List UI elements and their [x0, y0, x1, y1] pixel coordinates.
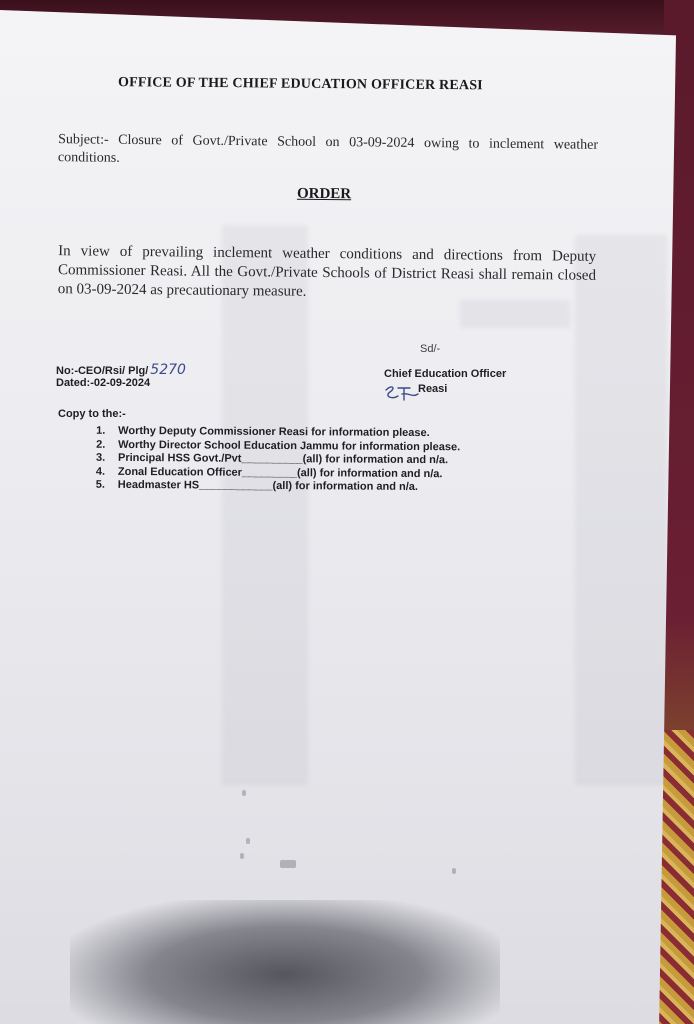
paper-speck: [452, 868, 456, 874]
paper-speck: [280, 860, 296, 868]
show-through-column: [222, 225, 308, 785]
list-item: [96, 479, 460, 495]
office-title: OFFICE OF THE CHIEF EDUCATION OFFICER REASI: [117, 75, 483, 94]
phone-shadow: [70, 900, 500, 1024]
list-item-text: Principal HSS Govt./Pvt__________(all) for information and n/a.: [117, 451, 449, 467]
handwritten-signature: [382, 382, 422, 404]
reference-label: No:-CEO/Rsi/ Plg/: [56, 365, 149, 377]
signatory-place: Reasi: [418, 383, 448, 395]
list-item-number: 5.: [95, 478, 106, 491]
list-item-number: 1.: [96, 424, 106, 437]
list-item-text: Headmaster HS____________(all) for information and n/a.: [117, 478, 419, 493]
signatory-title: Chief Education Officer: [384, 368, 507, 380]
subject-line: Subject:- Closure of Govt./Private School on 03-09-2024 owing to inclement weather conditions.: [57, 132, 599, 166]
reference-number-line: [56, 362, 186, 378]
list-item-number: 4.: [95, 465, 106, 478]
list-item-number: 2.: [96, 438, 106, 451]
paper-speck: [240, 853, 244, 859]
list-item-text: Worthy Director School Education Jammu for information please.: [118, 438, 461, 453]
order-heading: ORDER: [296, 185, 352, 203]
order-body: In view of prevailing inclement weather conditions and directions from Deputy Commissioner Reasi. All the Govt./Private Schools of District Reasi shall remain closed on 03-09-2024 as precautionary measure.: [57, 243, 597, 300]
show-through-column: [575, 235, 667, 785]
copy-to-heading: Copy to the:-: [58, 408, 126, 420]
dated-line: Dated:-02-09-2024: [56, 377, 151, 389]
paper-speck: [246, 838, 250, 844]
reference-number-handwritten: 5270: [150, 362, 186, 378]
list-item-text: Worthy Deputy Commissioner Reasi for information please.: [118, 424, 430, 440]
copy-to-list: [96, 425, 461, 495]
sd-mark: Sd/-: [420, 343, 441, 355]
paper-speck: [242, 790, 246, 796]
list-item-text: Zonal Education Officer_________(all) for information and n/a.: [117, 465, 443, 480]
list-item-number: 3.: [95, 451, 106, 464]
